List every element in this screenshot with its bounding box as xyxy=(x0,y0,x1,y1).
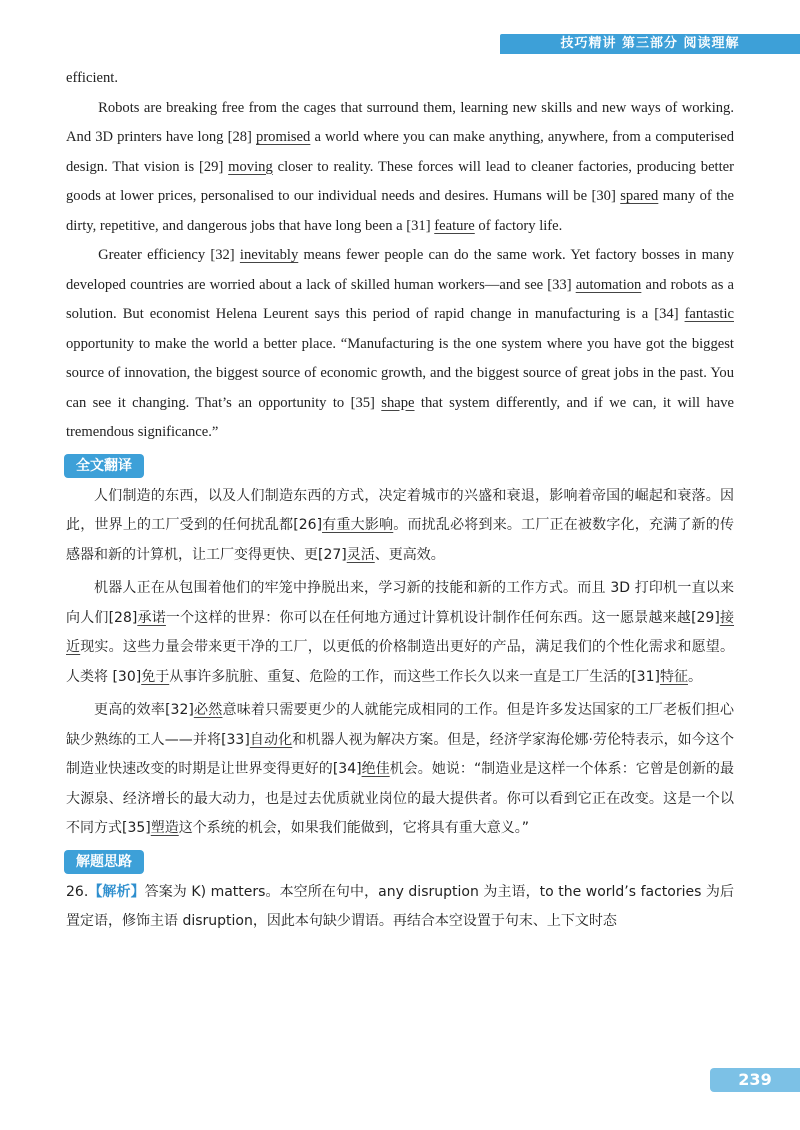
page-number: 239 xyxy=(710,1068,800,1092)
translation-answer-33: 自动化 xyxy=(249,731,293,748)
section-header-tab: 技巧精讲 第三部分 阅读理解 xyxy=(500,34,800,54)
translation-answer-27: 灵活 xyxy=(346,546,375,563)
passage-paragraph-0: efficient. xyxy=(66,70,118,86)
translation-answer-31: 特征 xyxy=(659,668,688,685)
analysis-text: 答案为 K) matters。本空所在句中，any disruption 为主语，to the world’s factories 为后置定语，修饰主语 disruption，因此本句缺少谓语。再结合本空设置于句末、上下文时态 xyxy=(66,883,734,929)
analysis-item-26 xyxy=(66,878,734,937)
translation-section-badge: 全文翻译 xyxy=(64,454,144,478)
answer-31: feature xyxy=(434,217,475,234)
translation-answer-28: 承诺 xyxy=(137,609,166,626)
translation-block xyxy=(66,482,734,844)
answer-28: promised xyxy=(256,129,311,145)
translation-paragraph-3: 更高的效率[32]必然意味着只需要更少的人就能完成相同的工作。但是许多发达国家的工厂老板们担心缺少熟练的工人——并将[33]自动化和机器人视为解决方案。但是，经济学家海伦娜·劳伦特表示，如今这个制造业快速改变的时期是让世界变得更好的[34]绝佳机会。她说：“制造业是这样一个体系：它曾是创新的最大源泉、经济增长的最大动力，也是过去优质就业岗位的最大提供者。你可以看到它正在改变。这是一个以不同方式[35]塑造这个系统的机会，如果我们能做到，它将具有重大意义。” xyxy=(66,702,735,836)
passage-paragraph-2: Greater efficiency [32] inevitably means fewer people can do the same work. Yet factory bosses in many developed countries are worried about a lack of skilled human workers—and see [33] automation and robots as a solution. But economist Helena Leurent says this period of rapid change in manufacturing is a [34] fantastic opportunity to make the world a better place. “Manufacturing is the one system where you have got the biggest source of innovation, the biggest source of economic growth, and the biggest source of great jobs in the past. You can see it changing. That’s an opportunity to [35] shape that system differently, and if we can, it will have tremendous significance.” xyxy=(66,247,735,440)
translation-answer-35: 塑造 xyxy=(150,820,179,836)
answer-33: automation xyxy=(575,276,642,293)
analysis-number: 26. xyxy=(66,883,89,900)
translation-answer-29: 接近 xyxy=(66,609,735,655)
passage-paragraph-1: Robots are breaking free from the cages that surround them, learning new skills and new ways of working. And 3D printers have long [28] promised a world where you can make anything, anywhere, from a computerised design. That vision is [29] moving closer to reality. These forces will lead to cleaner factories, producing better goods at lower prices, personalised to our individual needs and desires. Humans will be [30] spared many of the dirty, repetitive, and dangerous jobs that have long been a [31] feature of factory life. xyxy=(66,99,735,234)
page-content xyxy=(66,64,734,937)
translation-paragraph-1: 人们制造的东西，以及人们制造东西的方式，决定着城市的兴盛和衰退，影响着帝国的崛起和衰落。因此，世界上的工厂受到的任何扰乱都[26]有重大影响。而扰乱必将到来。工厂正在被数字化，充满了新的传感器和新的计算机，让工厂变得更快、更[27]灵活、更高效。 xyxy=(66,487,734,563)
answer-30: spared xyxy=(620,188,659,204)
answer-35: shape xyxy=(381,394,415,411)
translation-answer-34: 绝佳 xyxy=(361,761,390,777)
translation-answer-26: 有重大影响 xyxy=(322,517,394,533)
answer-29: moving xyxy=(228,158,273,175)
answer-32: inevitably xyxy=(239,247,299,263)
answer-34: fantastic xyxy=(684,306,734,322)
translation-answer-30: 免于 xyxy=(141,668,170,685)
analysis-tag: 【解析】 xyxy=(88,883,145,900)
translation-paragraph-2: 机器人正在从包围着他们的牢笼中挣脱出来，学习新的技能和新的工作方式。而且 3D 打印机一直以来向人们[28]承诺一个这样的世界：你可以在任何地方通过计算机设计制作任何东西。这一愿景越来越[29]接近现实。这些力量会带来更干净的工厂，以更低的价格制造出更好的产品，满足我们的个性化需求和愿望。人类将 [30]免于从事许多肮脏、重复、危险的工作，而这些工作长久以来一直是工厂生活的[31]特征。 xyxy=(66,580,735,685)
translation-answer-32: 必然 xyxy=(193,702,223,718)
analysis-block xyxy=(66,878,734,937)
analysis-section-badge: 解题思路 xyxy=(64,850,144,874)
